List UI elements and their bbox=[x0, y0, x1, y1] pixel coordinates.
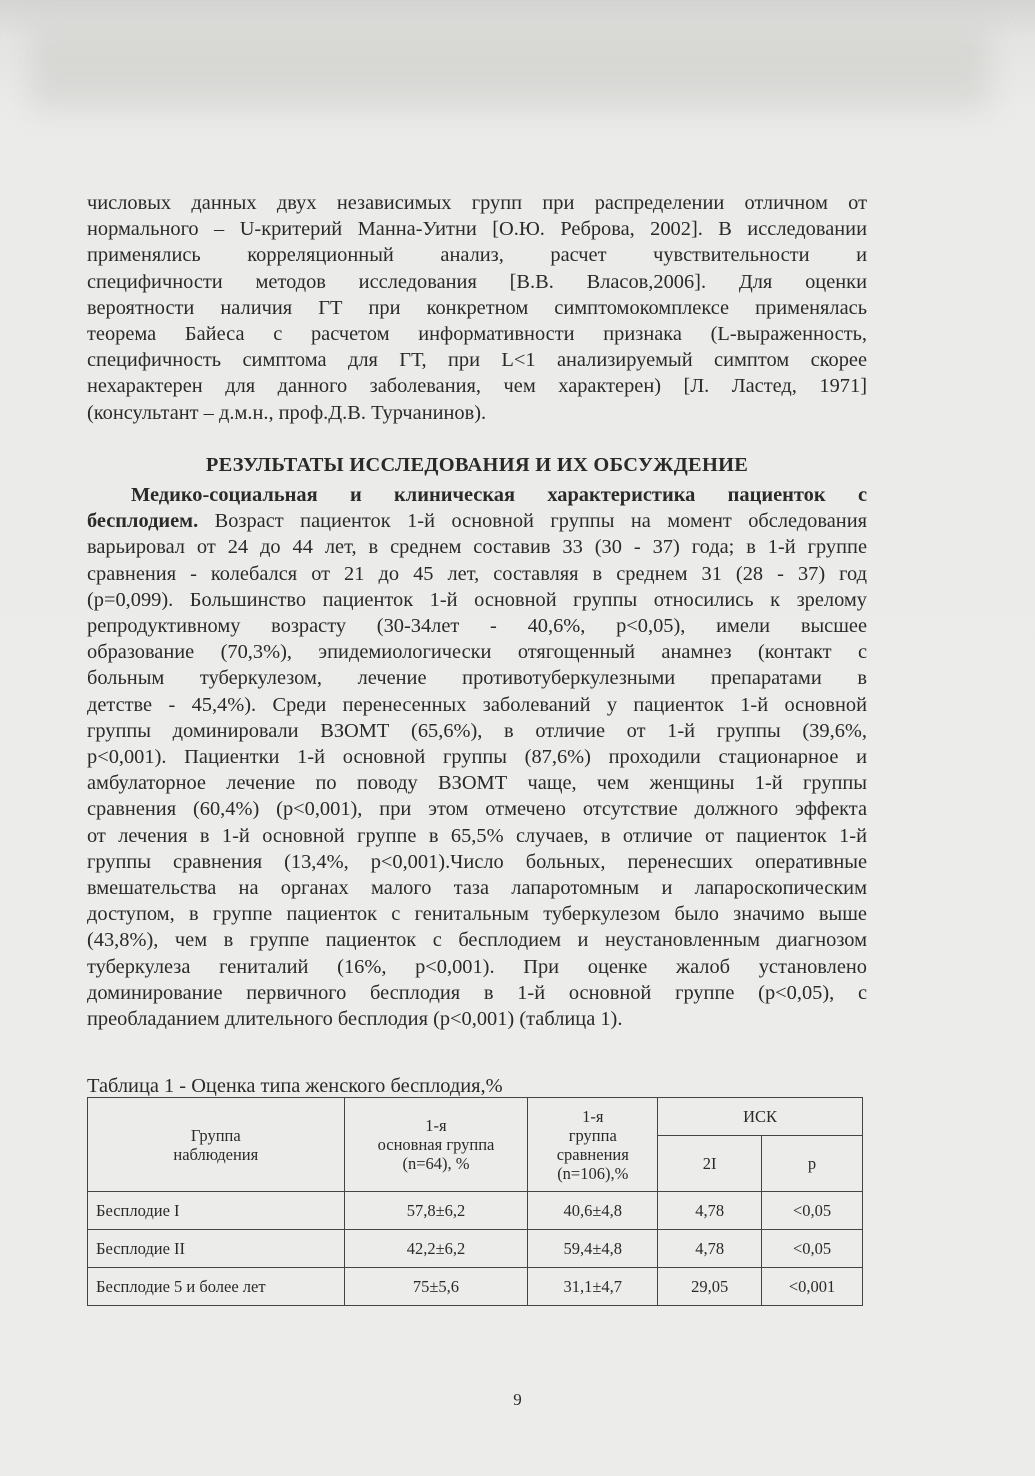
cell-main: 75±5,6 bbox=[344, 1268, 528, 1306]
table-row bbox=[88, 1230, 863, 1268]
text-line bbox=[87, 508, 867, 534]
text-line: (консультант – д.м.н., проф.Д.В. Турчанинов). bbox=[87, 401, 487, 424]
text-line: (р=0,099). Большинство пациенток 1-й основной группы относились к зрелому bbox=[87, 588, 867, 611]
text-line: детстве - 45,4%). Среди перенесенных заболеваний у пациенток 1-й основной bbox=[87, 693, 867, 716]
cell-p: <0,05 bbox=[762, 1192, 863, 1230]
header-group: Группа наблюдения bbox=[88, 1098, 345, 1192]
cell-p: <0,001 bbox=[762, 1268, 863, 1306]
text-line: (43,8%), чем в группе пациенток с бесплодием и неустановленным диагнозом bbox=[87, 929, 867, 952]
text-line: доступом, в группе пациенток с генитальным туберкулезом было значимо выше bbox=[87, 903, 867, 926]
text-line: доминирование первичного бесплодия в 1-й основной группе (р<0,05), с bbox=[87, 981, 867, 1004]
text-line: амбулаторное лечение по поводу ВЗОМТ чаще, чем женщины 1-й группы bbox=[87, 772, 867, 795]
text-line: специфичность симптома для ГТ, при L<1 анализируемый симптом скорее bbox=[87, 349, 867, 372]
text-line: туберкулеза гениталий (16%, р<0,001). При оценке жалоб установлено bbox=[87, 955, 867, 978]
header-isk: ИСК bbox=[658, 1098, 863, 1136]
table-caption: Таблица 1 - Оценка типа женского бесплодия,% bbox=[87, 1075, 503, 1097]
cell-p: <0,05 bbox=[762, 1230, 863, 1268]
text-line: вмешательства на органах малого таза лапаротомным и лапароскопическим bbox=[87, 877, 867, 900]
subsection-heading-end: бесплодием. bbox=[87, 510, 199, 533]
cell-chi: 4,78 bbox=[658, 1230, 762, 1268]
text-line: образование (70,3%), эпидемиологически отягощенный анамнез (контакт с bbox=[87, 641, 867, 664]
cell-main: 57,8±6,2 bbox=[344, 1192, 528, 1230]
header-comparison-group: 1-я группа сравнения (n=106),% bbox=[528, 1098, 658, 1192]
section-title: РЕЗУЛЬТАТЫ ИССЛЕДОВАНИЯ И ИХ ОБСУЖДЕНИЕ bbox=[205, 454, 749, 476]
table-header-row bbox=[88, 1098, 863, 1136]
text-line: применялись корреляционный анализ, расчет чувствительности и bbox=[87, 244, 867, 267]
text-line: специфичности методов исследования [В.В. Власов,2006]. Для оценки bbox=[87, 270, 867, 293]
header-main-group: 1-я основная группа (n=64), % bbox=[344, 1098, 528, 1192]
cell-chi: 4,78 bbox=[658, 1192, 762, 1230]
text-line: сравнения (60,4%) (р<0,001), при этом отмечено отсутствие должного эффекта bbox=[87, 798, 867, 821]
text-line: группы сравнения (13,4%, р<0,001).Число больных, перенесших оперативные bbox=[87, 850, 867, 873]
row-label: Бесплодие 5 и более лет bbox=[88, 1268, 345, 1306]
text-line: сравнения - колебался от 21 до 45 лет, составляя в среднем 31 (28 - 37) год bbox=[87, 562, 867, 585]
cell-comparison: 59,4±4,8 bbox=[528, 1230, 658, 1268]
header-p: р bbox=[762, 1136, 863, 1192]
text-line: нехарактерен для данного заболевания, чем характерен) [Л. Ластед, 1971] bbox=[87, 375, 867, 398]
cell-comparison: 40,6±4,8 bbox=[528, 1192, 658, 1230]
header-chi: 2I bbox=[658, 1136, 762, 1192]
table-row bbox=[88, 1192, 863, 1230]
table-row bbox=[88, 1268, 863, 1306]
cell-chi: 29,05 bbox=[658, 1268, 762, 1306]
methods-paragraph bbox=[87, 190, 867, 426]
text-line: больным туберкулезом, лечение противотуберкулезными препаратами в bbox=[87, 667, 867, 690]
row-label: Бесплодие I bbox=[88, 1192, 345, 1230]
text-line: р<0,001). Пациентки 1-й основной группы (87,6%) проходили стационарное и bbox=[87, 746, 867, 769]
text-line: репродуктивному возрасту (30-34лет - 40,6%, р<0,05), имели высшее bbox=[87, 615, 867, 638]
cell-main: 42,2±6,2 bbox=[344, 1230, 528, 1268]
text-line: вероятности наличия ГТ при конкретном симптомокомплексе применялась bbox=[87, 296, 867, 319]
text-line: от лечения в 1-й основной группе в 65,5% случаев, в отличие от пациенток 1-й bbox=[87, 824, 867, 847]
cell-comparison: 31,1±4,7 bbox=[528, 1268, 658, 1306]
text-line: преобладанием длительного бесплодия (р<0,001) (таблица 1). bbox=[87, 1008, 623, 1031]
results-paragraph bbox=[87, 482, 867, 1032]
text-run: Возраст пациенток 1-й основной группы на момент обследования bbox=[198, 510, 867, 533]
text-line: варьировал от 24 до 44 лет, в среднем составив 33 (30 - 37) года; в 1-й группе bbox=[87, 536, 867, 559]
row-label: Бесплодие II bbox=[88, 1230, 345, 1268]
text-line bbox=[87, 482, 867, 508]
subsection-heading: Медико-социальная и клиническая характеристика пациенток с bbox=[131, 484, 867, 506]
infertility-table bbox=[87, 1097, 863, 1306]
text-line: нормального – U-критерий Манна-Уитни [О.Ю. Реброва, 2002]. В исследовании bbox=[87, 218, 867, 241]
scan-shadow bbox=[30, 30, 990, 110]
text-line: группы доминировали ВЗОМТ (65,6%), в отличие от 1-й группы (39,6%, bbox=[87, 719, 867, 742]
text-line: теорема Байеса с расчетом информативности признака (L-выраженность, bbox=[87, 323, 867, 346]
page-number: 9 bbox=[513, 1390, 522, 1409]
text-line: числовых данных двух независимых групп при распределении отличном от bbox=[87, 192, 867, 214]
